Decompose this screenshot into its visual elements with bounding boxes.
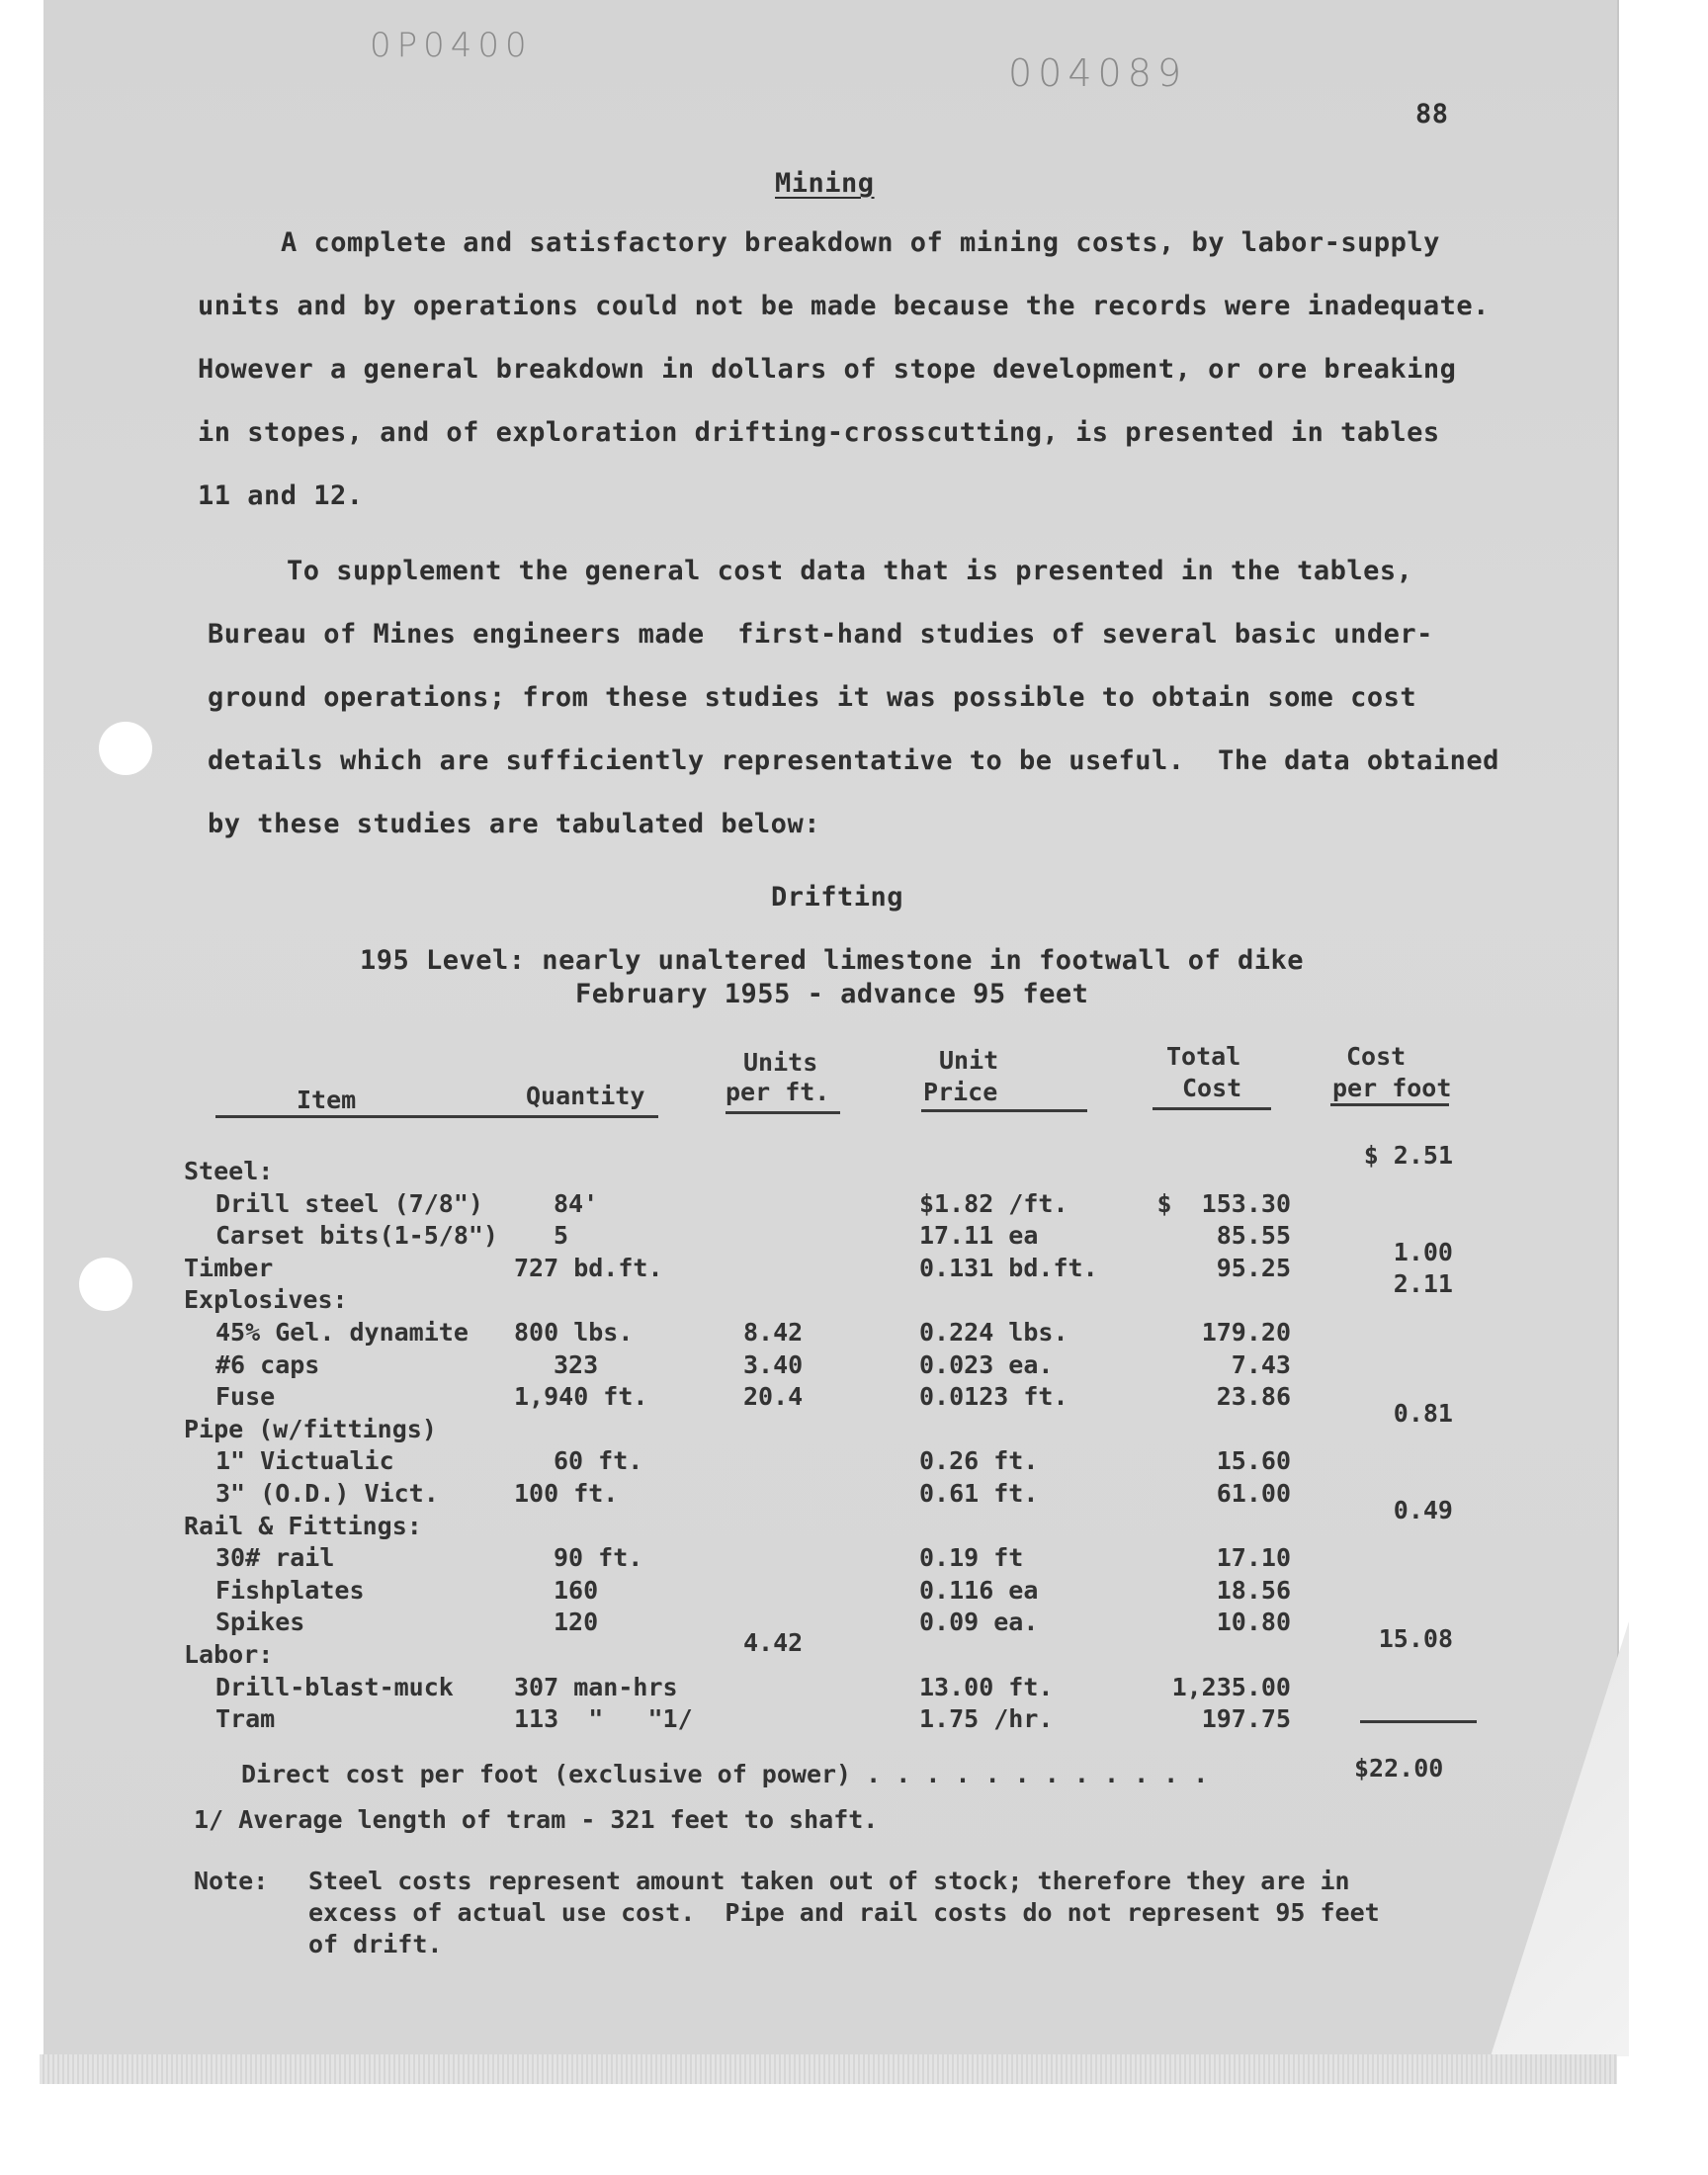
col-header-total: Total	[1166, 1042, 1241, 1071]
row-total-cost: 1,235.00	[1171, 1673, 1291, 1701]
row-unit-price: 0.19 ft	[919, 1543, 1024, 1572]
row-quantity: 323	[554, 1350, 599, 1379]
row-quantity: 60 ft.	[554, 1446, 643, 1475]
row-unit-price: 17.11 ea	[919, 1221, 1039, 1250]
header-rule-units	[726, 1111, 840, 1114]
row-unit-price: $1.82 /ft.	[919, 1189, 1068, 1218]
row-unit-price: 1.75 /hr.	[919, 1704, 1054, 1733]
row-total-cost: 179.20	[1201, 1318, 1291, 1347]
col-header-units: Units	[743, 1048, 818, 1077]
row-quantity: 84'	[554, 1189, 599, 1218]
row-total-cost: 10.80	[1216, 1608, 1291, 1636]
punch-hole	[99, 722, 152, 775]
row-units-per-ft: 8.42	[743, 1318, 804, 1347]
header-rule-item	[215, 1115, 658, 1118]
row-cost-per-ft: 1.00	[1393, 1238, 1453, 1266]
paragraph-line: A complete and satisfactory breakdown of mining costs, by labor-supply	[281, 227, 1440, 258]
row-item: 45% Gel. dynamite	[215, 1318, 469, 1347]
document-number-stamp: 004089	[1008, 51, 1188, 95]
note-line: Steel costs represent amount taken out of stock; therefore they are in	[308, 1867, 1350, 1895]
row-item: Rail & Fittings:	[184, 1512, 422, 1540]
row-unit-price: 0.61 ft.	[919, 1479, 1039, 1508]
row-item: Fishplates	[215, 1576, 365, 1605]
row-unit-price: 0.131 bd.ft.	[919, 1254, 1098, 1282]
row-item: Drill-blast-muck	[215, 1673, 454, 1701]
row-unit-price: 0.224 lbs.	[919, 1318, 1068, 1347]
row-quantity: 727 bd.ft.	[514, 1254, 663, 1282]
paragraph-line: details which are sufficiently representative to be useful. The data obtained	[208, 745, 1499, 776]
row-total-cost: 61.00	[1216, 1479, 1291, 1508]
row-item: Tram	[215, 1704, 276, 1733]
row-unit-price: 0.09 ea.	[919, 1608, 1039, 1636]
row-item: Labor:	[184, 1640, 274, 1669]
row-cost-per-ft: 0.81	[1393, 1399, 1453, 1428]
row-item: Timber	[184, 1254, 274, 1282]
section-heading: Mining	[775, 168, 875, 199]
col-header-unit-price-2: Price	[923, 1078, 998, 1106]
col-header-unit-price: Unit	[939, 1046, 999, 1075]
row-cost-per-ft: 15.08	[1378, 1624, 1453, 1653]
row-total-cost: 197.75	[1201, 1704, 1291, 1733]
row-unit-price: 0.023 ea.	[919, 1350, 1054, 1379]
paragraph-line: Bureau of Mines engineers made first-hand studies of several basic under-	[208, 619, 1433, 650]
row-item: Fuse	[215, 1382, 276, 1411]
row-total-cost: $ 153.30	[1156, 1189, 1291, 1218]
row-total-cost: 15.60	[1216, 1446, 1291, 1475]
row-quantity: 90 ft.	[554, 1543, 643, 1572]
row-unit-price: 13.00 ft.	[919, 1673, 1054, 1701]
paragraph-line: 11 and 12.	[198, 480, 364, 511]
row-quantity: 1,940 ft.	[514, 1382, 648, 1411]
row-unit-price: 0.26 ft.	[919, 1446, 1039, 1475]
col-header-cost-per-ft: Cost	[1346, 1042, 1407, 1071]
paragraph-line: However a general breakdown in dollars of stope development, or ore breaking	[198, 354, 1457, 385]
note-line: excess of actual use cost. Pipe and rail costs do not represent 95 feet	[308, 1898, 1380, 1927]
row-cost-per-ft: $ 2.51	[1363, 1141, 1453, 1170]
page-number: 88	[1415, 99, 1449, 130]
row-item: Steel:	[184, 1157, 274, 1185]
row-item: Drill steel (7/8")	[215, 1189, 483, 1218]
header-rule-total	[1153, 1107, 1271, 1110]
row-item: Carset bits(1-5/8")	[215, 1221, 498, 1250]
row-cost-per-ft: 0.49	[1393, 1496, 1453, 1524]
row-quantity: 5	[554, 1221, 569, 1250]
paragraph-line: by these studies are tabulated below:	[208, 809, 820, 839]
direct-cost-label: Direct cost per foot (exclusive of power) . . . . . . . . . . . .	[241, 1760, 1209, 1788]
row-quantity: 160	[554, 1576, 599, 1605]
note-line: of drift.	[308, 1930, 443, 1958]
row-total-cost: 17.10	[1216, 1543, 1291, 1572]
header-rule-per-ft	[1330, 1103, 1449, 1106]
row-total-cost: 18.56	[1216, 1576, 1291, 1605]
note-label: Note:	[194, 1867, 269, 1895]
direct-cost-value: $22.00	[1354, 1754, 1444, 1783]
row-quantity: 800 lbs.	[514, 1318, 634, 1347]
col-header-units-2: per ft.	[726, 1078, 830, 1106]
row-total-cost: 85.55	[1216, 1221, 1291, 1250]
paragraph-line: in stopes, and of exploration drifting-crosscutting, is presented in tables	[198, 417, 1440, 448]
col-header-quantity: Quantity	[526, 1082, 645, 1110]
row-item: 30# rail	[215, 1543, 335, 1572]
header-rule-price	[921, 1109, 1087, 1112]
row-quantity: 307 man-hrs	[514, 1673, 678, 1701]
table-title: 195 Level: nearly unaltered limestone in footwall of dike	[360, 945, 1305, 976]
punch-hole	[79, 1258, 132, 1311]
row-cost-per-ft: 2.11	[1393, 1269, 1453, 1298]
row-total-cost: 7.43	[1231, 1350, 1291, 1379]
scan-edge	[40, 2054, 1617, 2084]
paragraph-line: To supplement the general cost data that is presented in the tables,	[287, 556, 1413, 586]
subsection-title: Drifting	[771, 882, 904, 913]
table-subtitle: February 1955 - advance 95 feet	[575, 979, 1089, 1009]
col-header-item: Item	[297, 1086, 357, 1114]
row-item: Explosives:	[184, 1285, 348, 1314]
row-item: Spikes	[215, 1608, 305, 1636]
row-item: 3" (O.D.) Vict.	[215, 1479, 439, 1508]
row-units-per-ft: 4.42	[743, 1628, 804, 1657]
row-units-per-ft: 20.4	[743, 1382, 804, 1411]
row-quantity: 113 " "1/	[514, 1704, 693, 1733]
paragraph-line: units and by operations could not be made because the records were inadequate.	[198, 291, 1490, 321]
row-total-cost: 23.86	[1216, 1382, 1291, 1411]
row-item: Pipe (w/fittings)	[184, 1415, 437, 1443]
col-header-cost-per-ft-2: per foot	[1332, 1074, 1452, 1102]
footnote: 1/ Average length of tram - 321 feet to shaft.	[194, 1805, 879, 1834]
row-unit-price: 0.116 ea	[919, 1576, 1039, 1605]
row-item: #6 caps	[215, 1350, 320, 1379]
row-quantity: 120	[554, 1608, 599, 1636]
row-total-cost: 95.25	[1216, 1254, 1291, 1282]
col-header-total-2: Cost	[1182, 1074, 1242, 1102]
row-units-per-ft: 3.40	[743, 1350, 804, 1379]
row-item: 1" Victualic	[215, 1446, 394, 1475]
sum-rule	[1360, 1720, 1477, 1723]
row-unit-price: 0.0123 ft.	[919, 1382, 1068, 1411]
archive-stamp: 0P0400	[370, 26, 533, 65]
row-quantity: 100 ft.	[514, 1479, 619, 1508]
paragraph-line: ground operations; from these studies it was possible to obtain some cost	[208, 682, 1417, 713]
